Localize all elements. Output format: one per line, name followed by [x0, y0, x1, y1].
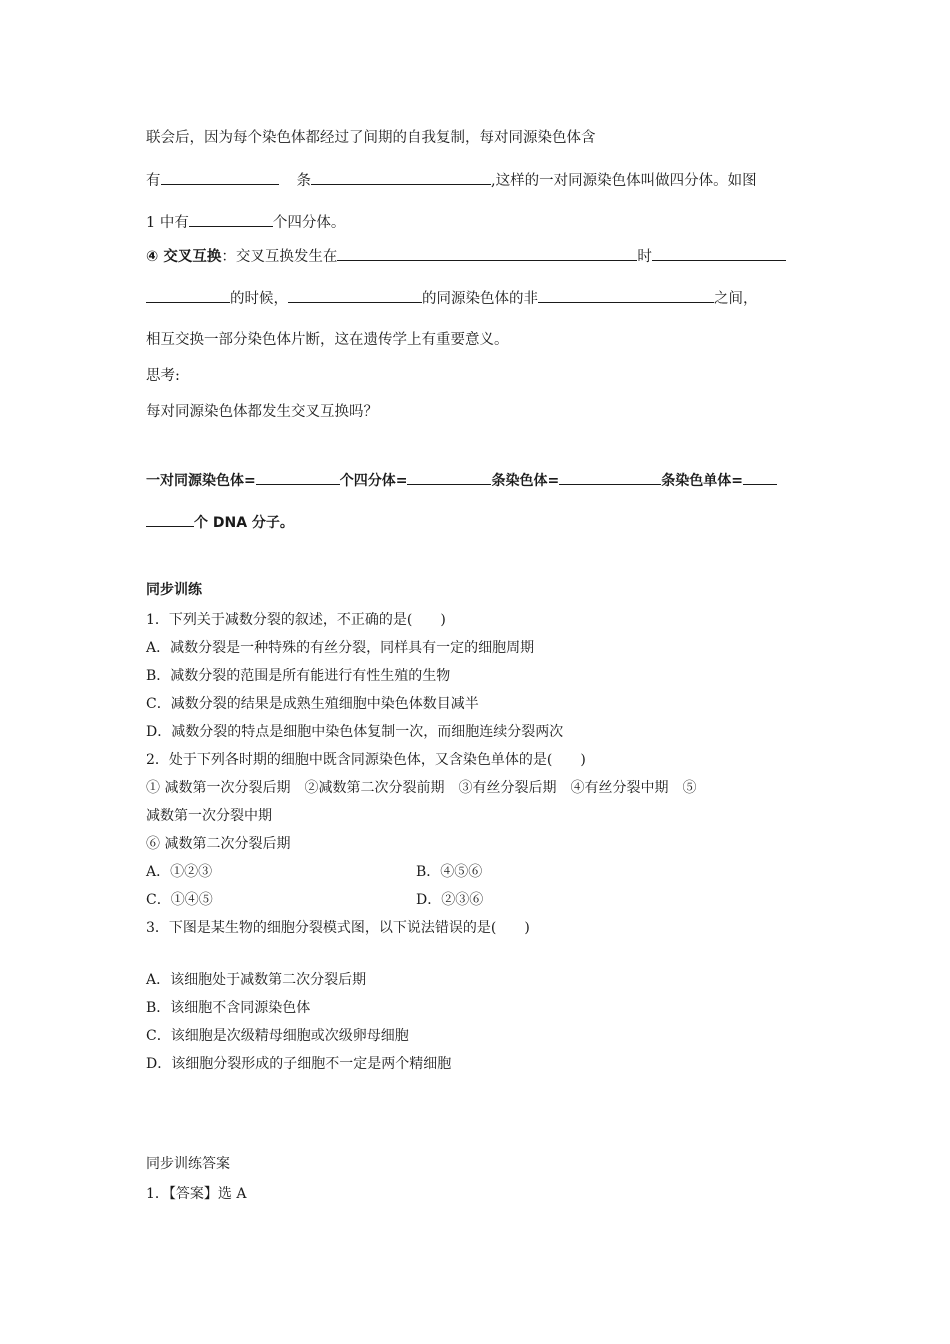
q2-options-line-2: 减数第一次分裂中期 [146, 808, 272, 824]
fill-blank[interactable] [407, 470, 491, 485]
text: 时 [637, 249, 652, 265]
q1-option-c: C．减数分裂的结果是成熟生殖细胞中染色体数目减半 [146, 696, 479, 712]
q2-option-c: C．①④⑤ [146, 892, 213, 908]
text: 条 [296, 173, 311, 189]
fill-blank[interactable] [146, 512, 194, 527]
q1-option-d: D．减数分裂的特点是细胞中染色体复制一次，而细胞连续分裂两次 [146, 724, 564, 740]
fill-blank[interactable] [538, 288, 714, 303]
q3-option-a: A．该细胞处于减数第二次分裂后期 [146, 972, 367, 988]
paragraph-line-1: 联会后，因为每个染色体都经过了间期的自我复制，每对同源染色体含 [146, 130, 596, 146]
text: 条染色单体= [661, 473, 743, 489]
text: ：交叉互换发生在 [221, 249, 338, 265]
fill-blank[interactable] [337, 246, 637, 261]
fill-blank[interactable] [256, 470, 340, 485]
q1-option-a: A．减数分裂是一种特殊的有丝分裂，同样具有一定的细胞周期 [146, 640, 535, 656]
think-label: 思考: [146, 368, 180, 384]
text: 的同源染色体的非 [422, 291, 538, 307]
fill-blank[interactable] [288, 288, 422, 303]
text: 1 中有 [146, 215, 189, 231]
fill-blank[interactable] [189, 212, 273, 227]
q2-option-d: D．②③⑥ [416, 892, 484, 908]
fill-blank[interactable] [311, 170, 491, 185]
paragraph-line-5 [146, 288, 758, 309]
section-title: 同步训练 [146, 582, 202, 598]
text: 一对同源染色体= [146, 473, 256, 489]
paragraph-line-2 [146, 170, 757, 191]
crossover-label: ④ 交叉互换 [146, 249, 222, 265]
formula-line-1 [146, 470, 777, 491]
fill-blank[interactable] [559, 470, 661, 485]
paragraph-line-6: 相互交换一部分染色体片断，这在遗传学上有重要意义。 [146, 332, 509, 348]
q1-option-b: B．减数分裂的范围是所有能进行有性生殖的生物 [146, 668, 451, 684]
q2-options-line-3: ⑥ 减数第二次分裂后期 [146, 836, 291, 852]
fill-blank[interactable] [743, 470, 777, 485]
q2-option-a: A．①②③ [146, 864, 213, 880]
text: 条染色体= [491, 473, 560, 489]
paragraph-line-3 [146, 212, 345, 233]
text: 个四分体。 [272, 215, 346, 231]
q1-stem: 1．下列关于减数分裂的叙述，不正确的是( ) [146, 612, 446, 628]
text: 有 [146, 173, 161, 189]
text: 个四分体= [339, 473, 408, 489]
fill-blank[interactable] [146, 288, 230, 303]
fill-blank[interactable] [652, 246, 786, 261]
q3-stem: 3．下图是某生物的细胞分裂模式图，以下说法错误的是( ) [146, 920, 530, 936]
q3-option-b: B．该细胞不含同源染色体 [146, 1000, 311, 1016]
q2-options-line-1: ① 减数第一次分裂后期 ②减数第二次分裂前期 ③有丝分裂后期 ④有丝分裂中期 ⑤ [146, 780, 697, 796]
text: 个 DNA 分子。 [194, 515, 294, 531]
text: 之间， [714, 291, 758, 307]
q3-option-d: D．该细胞分裂形成的子细胞不一定是两个精细胞 [146, 1056, 452, 1072]
q3-option-c: C．该细胞是次级精母细胞或次级卵母细胞 [146, 1028, 409, 1044]
q2-option-b: B．④⑤⑥ [416, 864, 483, 880]
fill-blank[interactable] [161, 170, 279, 185]
text: ,这样的一对同源染色体叫做四分体。如图 [491, 173, 757, 189]
think-question: 每对同源染色体都发生交叉互换吗？ [146, 404, 378, 420]
answer-1: 1．【答案】选 A [146, 1186, 247, 1202]
formula-line-2 [146, 512, 294, 533]
text: 的时候， [230, 291, 288, 307]
answer-title: 同步训练答案 [146, 1156, 230, 1172]
paragraph-line-4 [146, 246, 786, 267]
q2-stem: 2．处于下列各时期的细胞中既含同源染色体，又含染色单体的是( ) [146, 752, 586, 768]
